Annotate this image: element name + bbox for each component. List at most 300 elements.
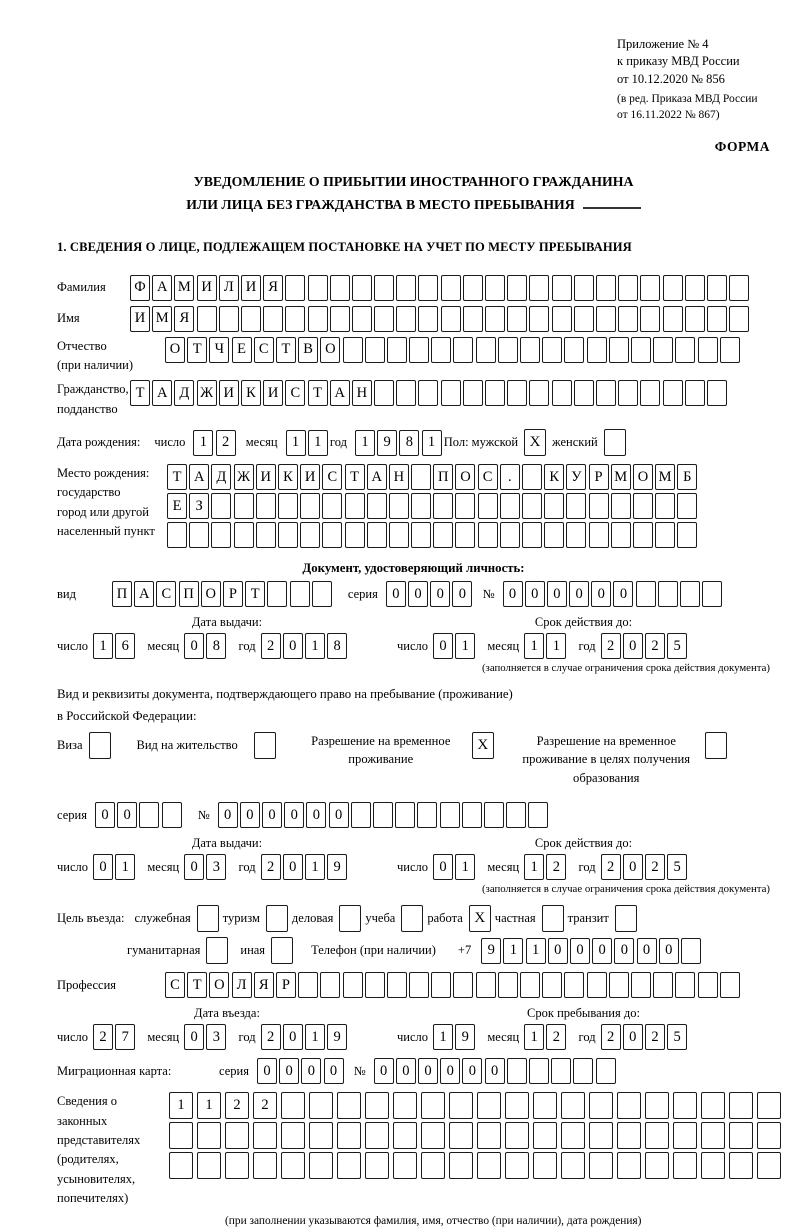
char-box[interactable]: О xyxy=(165,337,185,363)
char-box[interactable]: 0 xyxy=(283,633,303,659)
char-box[interactable] xyxy=(542,337,562,363)
char-box[interactable] xyxy=(396,306,416,332)
char-box[interactable] xyxy=(500,522,520,548)
char-box[interactable] xyxy=(587,337,607,363)
char-box[interactable] xyxy=(476,972,496,998)
char-box[interactable]: Р xyxy=(276,972,296,998)
char-box[interactable]: 0 xyxy=(218,802,238,828)
char-box[interactable] xyxy=(281,1092,305,1119)
char-box[interactable] xyxy=(253,1122,277,1149)
char-box[interactable] xyxy=(162,802,182,828)
char-box[interactable] xyxy=(197,306,217,332)
char-box[interactable]: Е xyxy=(167,493,187,519)
char-box[interactable]: 2 xyxy=(225,1092,249,1119)
char-box[interactable] xyxy=(453,337,473,363)
char-box[interactable] xyxy=(552,275,572,301)
char-box[interactable]: К xyxy=(278,464,298,490)
char-box[interactable]: 0 xyxy=(324,1058,344,1084)
char-box[interactable] xyxy=(589,1122,613,1149)
char-box[interactable]: А xyxy=(330,380,350,406)
char-box[interactable] xyxy=(757,1092,781,1119)
char-box[interactable]: И xyxy=(263,380,283,406)
char-box[interactable]: С xyxy=(254,337,274,363)
char-box[interactable]: С xyxy=(478,464,498,490)
char-box[interactable]: 0 xyxy=(184,1024,204,1050)
char-box[interactable] xyxy=(729,275,749,301)
char-box[interactable] xyxy=(449,1092,473,1119)
char-box[interactable] xyxy=(449,1152,473,1179)
char-box[interactable] xyxy=(393,1092,417,1119)
char-box[interactable] xyxy=(574,306,594,332)
char-box[interactable] xyxy=(552,306,572,332)
char-box[interactable]: 8 xyxy=(206,633,226,659)
char-box[interactable]: 3 xyxy=(206,1024,226,1050)
char-box[interactable] xyxy=(561,1122,585,1149)
char-box[interactable] xyxy=(757,1152,781,1179)
char-box[interactable] xyxy=(507,380,527,406)
char-box[interactable]: И xyxy=(130,306,150,332)
char-box[interactable] xyxy=(225,1122,249,1149)
char-box[interactable] xyxy=(701,1092,725,1119)
char-box[interactable] xyxy=(367,493,387,519)
char-box[interactable] xyxy=(757,1122,781,1149)
char-box[interactable] xyxy=(655,522,675,548)
char-box[interactable] xyxy=(631,972,651,998)
checkbox-purpose-tourism[interactable] xyxy=(266,905,288,932)
char-box[interactable] xyxy=(520,972,540,998)
char-box[interactable] xyxy=(365,1152,389,1179)
char-box[interactable] xyxy=(278,522,298,548)
char-box[interactable]: 0 xyxy=(637,938,657,964)
char-box[interactable] xyxy=(345,493,365,519)
char-box[interactable] xyxy=(520,337,540,363)
checkbox-purpose-study[interactable] xyxy=(401,905,423,932)
char-box[interactable] xyxy=(533,1152,557,1179)
char-box[interactable]: И xyxy=(256,464,276,490)
char-box[interactable] xyxy=(478,493,498,519)
char-box[interactable]: 0 xyxy=(440,1058,460,1084)
char-box[interactable] xyxy=(587,972,607,998)
char-box[interactable]: 1 xyxy=(305,854,325,880)
char-box[interactable]: О xyxy=(201,581,221,607)
char-box[interactable] xyxy=(618,275,638,301)
char-box[interactable]: М xyxy=(174,275,194,301)
char-box[interactable]: Т xyxy=(187,337,207,363)
char-box[interactable] xyxy=(574,380,594,406)
char-box[interactable]: 0 xyxy=(591,581,611,607)
char-box[interactable]: 0 xyxy=(408,581,428,607)
char-box[interactable]: 0 xyxy=(623,1024,643,1050)
char-box[interactable] xyxy=(529,275,549,301)
char-box[interactable] xyxy=(396,275,416,301)
char-box[interactable] xyxy=(197,1122,221,1149)
char-box[interactable] xyxy=(241,306,261,332)
char-box[interactable]: 0 xyxy=(623,854,643,880)
char-box[interactable] xyxy=(675,972,695,998)
char-box[interactable]: 0 xyxy=(95,802,115,828)
char-box[interactable]: И xyxy=(300,464,320,490)
char-box[interactable]: 8 xyxy=(399,430,419,456)
char-box[interactable]: 2 xyxy=(546,854,566,880)
char-box[interactable]: 0 xyxy=(257,1058,277,1084)
char-box[interactable] xyxy=(343,337,363,363)
char-box[interactable] xyxy=(308,306,328,332)
checkbox-temp-residence-education[interactable] xyxy=(705,732,727,759)
char-box[interactable] xyxy=(330,306,350,332)
char-box[interactable] xyxy=(564,337,584,363)
char-box[interactable]: М xyxy=(152,306,172,332)
char-box[interactable] xyxy=(234,493,254,519)
char-box[interactable] xyxy=(533,1122,557,1149)
char-box[interactable] xyxy=(729,306,749,332)
char-box[interactable]: 2 xyxy=(261,633,281,659)
char-box[interactable] xyxy=(645,1122,669,1149)
char-box[interactable] xyxy=(300,493,320,519)
char-box[interactable] xyxy=(365,972,385,998)
char-box[interactable] xyxy=(263,306,283,332)
char-box[interactable] xyxy=(564,972,584,998)
char-box[interactable] xyxy=(337,1152,361,1179)
char-box[interactable] xyxy=(462,802,482,828)
char-box[interactable]: 0 xyxy=(329,802,349,828)
char-box[interactable] xyxy=(393,1122,417,1149)
char-box[interactable] xyxy=(418,380,438,406)
char-box[interactable]: 0 xyxy=(279,1058,299,1084)
char-box[interactable] xyxy=(631,337,651,363)
char-box[interactable]: 1 xyxy=(546,633,566,659)
char-box[interactable] xyxy=(681,938,701,964)
char-box[interactable]: С xyxy=(165,972,185,998)
char-box[interactable] xyxy=(431,337,451,363)
char-box[interactable]: 5 xyxy=(667,633,687,659)
char-box[interactable]: 2 xyxy=(601,633,621,659)
char-box[interactable]: 1 xyxy=(503,938,523,964)
char-box[interactable] xyxy=(441,306,461,332)
char-box[interactable]: 2 xyxy=(645,633,665,659)
char-box[interactable] xyxy=(561,1092,585,1119)
char-box[interactable] xyxy=(477,1122,501,1149)
char-box[interactable]: Т xyxy=(187,972,207,998)
char-box[interactable]: 1 xyxy=(433,1024,453,1050)
char-box[interactable]: 0 xyxy=(452,581,472,607)
char-box[interactable] xyxy=(440,802,460,828)
char-box[interactable] xyxy=(309,1092,333,1119)
char-box[interactable] xyxy=(500,493,520,519)
char-box[interactable]: Р xyxy=(589,464,609,490)
char-box[interactable]: О xyxy=(320,337,340,363)
char-box[interactable] xyxy=(374,275,394,301)
char-box[interactable]: 0 xyxy=(184,633,204,659)
char-box[interactable]: С xyxy=(156,581,176,607)
char-box[interactable]: А xyxy=(134,581,154,607)
char-box[interactable]: Т xyxy=(276,337,296,363)
char-box[interactable] xyxy=(701,1152,725,1179)
char-box[interactable]: 0 xyxy=(396,1058,416,1084)
char-box[interactable]: 2 xyxy=(546,1024,566,1050)
char-box[interactable] xyxy=(702,581,722,607)
char-box[interactable] xyxy=(658,581,678,607)
char-box[interactable]: 0 xyxy=(592,938,612,964)
char-box[interactable] xyxy=(729,1092,753,1119)
char-box[interactable]: 1 xyxy=(524,1024,544,1050)
char-box[interactable]: 1 xyxy=(193,430,213,456)
checkbox-purpose-official[interactable] xyxy=(197,905,219,932)
char-box[interactable]: И xyxy=(219,380,239,406)
char-box[interactable]: 0 xyxy=(613,581,633,607)
char-box[interactable]: Д xyxy=(211,464,231,490)
char-box[interactable] xyxy=(655,493,675,519)
char-box[interactable] xyxy=(387,337,407,363)
char-box[interactable]: А xyxy=(152,275,172,301)
char-box[interactable]: 1 xyxy=(286,430,306,456)
char-box[interactable]: 1 xyxy=(455,854,475,880)
char-box[interactable] xyxy=(685,306,705,332)
char-box[interactable] xyxy=(409,972,429,998)
char-box[interactable] xyxy=(528,802,548,828)
char-box[interactable]: 1 xyxy=(115,854,135,880)
char-box[interactable] xyxy=(367,522,387,548)
char-box[interactable] xyxy=(611,493,631,519)
char-box[interactable] xyxy=(611,522,631,548)
checkbox-temp-residence[interactable]: X xyxy=(472,732,494,759)
char-box[interactable]: 0 xyxy=(386,581,406,607)
char-box[interactable] xyxy=(698,972,718,998)
char-box[interactable] xyxy=(589,1092,613,1119)
char-box[interactable]: Я xyxy=(174,306,194,332)
char-box[interactable] xyxy=(449,1122,473,1149)
char-box[interactable]: 6 xyxy=(115,633,135,659)
char-box[interactable] xyxy=(633,522,653,548)
char-box[interactable]: 0 xyxy=(301,1058,321,1084)
char-box[interactable] xyxy=(484,802,504,828)
char-box[interactable]: 1 xyxy=(524,854,544,880)
char-box[interactable]: 1 xyxy=(422,430,442,456)
char-box[interactable]: И xyxy=(197,275,217,301)
char-box[interactable] xyxy=(663,380,683,406)
char-box[interactable]: М xyxy=(611,464,631,490)
char-box[interactable]: 1 xyxy=(305,633,325,659)
char-box[interactable]: 5 xyxy=(667,854,687,880)
char-box[interactable]: 0 xyxy=(240,802,260,828)
char-box[interactable] xyxy=(411,464,431,490)
char-box[interactable]: 9 xyxy=(327,1024,347,1050)
char-box[interactable]: У xyxy=(566,464,586,490)
char-box[interactable]: 0 xyxy=(485,1058,505,1084)
char-box[interactable]: 2 xyxy=(645,854,665,880)
checkbox-purpose-transit[interactable] xyxy=(615,905,637,932)
char-box[interactable] xyxy=(544,493,564,519)
char-box[interactable] xyxy=(640,306,660,332)
char-box[interactable] xyxy=(596,306,616,332)
char-box[interactable]: К xyxy=(241,380,261,406)
char-box[interactable]: 1 xyxy=(197,1092,221,1119)
char-box[interactable] xyxy=(673,1092,697,1119)
char-box[interactable] xyxy=(589,493,609,519)
char-box[interactable] xyxy=(421,1122,445,1149)
char-box[interactable]: 0 xyxy=(374,1058,394,1084)
char-box[interactable] xyxy=(197,1152,221,1179)
char-box[interactable]: П xyxy=(433,464,453,490)
char-box[interactable] xyxy=(389,522,409,548)
char-box[interactable]: 8 xyxy=(327,633,347,659)
char-box[interactable]: С xyxy=(285,380,305,406)
char-box[interactable] xyxy=(707,306,727,332)
char-box[interactable] xyxy=(433,522,453,548)
char-box[interactable] xyxy=(477,1152,501,1179)
char-box[interactable] xyxy=(308,275,328,301)
char-box[interactable] xyxy=(225,1152,249,1179)
char-box[interactable]: 9 xyxy=(455,1024,475,1050)
char-box[interactable] xyxy=(463,275,483,301)
char-box[interactable] xyxy=(441,275,461,301)
char-box[interactable] xyxy=(278,493,298,519)
char-box[interactable] xyxy=(387,972,407,998)
char-box[interactable] xyxy=(290,581,310,607)
char-box[interactable] xyxy=(542,972,562,998)
char-box[interactable] xyxy=(698,337,718,363)
char-box[interactable] xyxy=(139,802,159,828)
checkbox-purpose-work[interactable]: X xyxy=(469,905,491,932)
checkbox-residence-permit[interactable] xyxy=(254,732,276,759)
char-box[interactable] xyxy=(522,493,542,519)
char-box[interactable]: 0 xyxy=(503,581,523,607)
char-box[interactable]: О xyxy=(209,972,229,998)
char-box[interactable] xyxy=(633,493,653,519)
char-box[interactable]: Т xyxy=(308,380,328,406)
char-box[interactable]: Т xyxy=(345,464,365,490)
char-box[interactable] xyxy=(312,581,332,607)
char-box[interactable] xyxy=(653,972,673,998)
char-box[interactable] xyxy=(298,972,318,998)
char-box[interactable] xyxy=(618,306,638,332)
char-box[interactable] xyxy=(529,380,549,406)
char-box[interactable] xyxy=(720,337,740,363)
char-box[interactable] xyxy=(663,306,683,332)
char-box[interactable] xyxy=(463,306,483,332)
char-box[interactable] xyxy=(374,306,394,332)
char-box[interactable]: Я xyxy=(263,275,283,301)
char-box[interactable] xyxy=(485,380,505,406)
char-box[interactable] xyxy=(544,522,564,548)
char-box[interactable]: Е xyxy=(232,337,252,363)
char-box[interactable]: Ч xyxy=(209,337,229,363)
char-box[interactable]: 7 xyxy=(115,1024,135,1050)
char-box[interactable] xyxy=(505,1152,529,1179)
char-box[interactable]: 0 xyxy=(525,581,545,607)
char-box[interactable]: Н xyxy=(352,380,372,406)
char-box[interactable] xyxy=(673,1152,697,1179)
char-box[interactable] xyxy=(373,802,393,828)
char-box[interactable] xyxy=(720,972,740,998)
char-box[interactable]: 5 xyxy=(667,1024,687,1050)
char-box[interactable] xyxy=(418,306,438,332)
char-box[interactable] xyxy=(618,380,638,406)
char-box[interactable] xyxy=(189,522,209,548)
char-box[interactable]: 3 xyxy=(206,854,226,880)
char-box[interactable] xyxy=(640,275,660,301)
char-box[interactable] xyxy=(707,380,727,406)
char-box[interactable] xyxy=(552,380,572,406)
char-box[interactable] xyxy=(522,522,542,548)
char-box[interactable]: 1 xyxy=(526,938,546,964)
char-box[interactable]: 0 xyxy=(184,854,204,880)
char-box[interactable] xyxy=(211,493,231,519)
char-box[interactable] xyxy=(529,1058,549,1084)
char-box[interactable] xyxy=(640,380,660,406)
char-box[interactable]: Д xyxy=(174,380,194,406)
char-box[interactable]: К xyxy=(544,464,564,490)
char-box[interactable] xyxy=(596,380,616,406)
char-box[interactable] xyxy=(701,1122,725,1149)
char-box[interactable] xyxy=(365,1092,389,1119)
char-box[interactable]: 0 xyxy=(547,581,567,607)
char-box[interactable] xyxy=(256,522,276,548)
char-box[interactable]: 0 xyxy=(284,802,304,828)
char-box[interactable] xyxy=(455,522,475,548)
char-box[interactable] xyxy=(320,972,340,998)
char-box[interactable]: 2 xyxy=(93,1024,113,1050)
char-box[interactable] xyxy=(285,275,305,301)
char-box[interactable] xyxy=(322,493,342,519)
char-box[interactable] xyxy=(374,380,394,406)
checkbox-purpose-business[interactable] xyxy=(339,905,361,932)
char-box[interactable] xyxy=(309,1122,333,1149)
char-box[interactable]: А xyxy=(189,464,209,490)
char-box[interactable] xyxy=(498,972,518,998)
char-box[interactable] xyxy=(281,1122,305,1149)
char-box[interactable] xyxy=(589,522,609,548)
char-box[interactable]: 0 xyxy=(548,938,568,964)
char-box[interactable] xyxy=(433,493,453,519)
char-box[interactable]: 2 xyxy=(601,1024,621,1050)
char-box[interactable]: 1 xyxy=(308,430,328,456)
char-box[interactable] xyxy=(505,1092,529,1119)
char-box[interactable] xyxy=(561,1152,585,1179)
char-box[interactable]: С xyxy=(322,464,342,490)
char-box[interactable] xyxy=(485,306,505,332)
char-box[interactable] xyxy=(309,1152,333,1179)
char-box[interactable] xyxy=(234,522,254,548)
char-box[interactable] xyxy=(507,306,527,332)
char-box[interactable]: 1 xyxy=(355,430,375,456)
char-box[interactable] xyxy=(498,337,518,363)
char-box[interactable] xyxy=(389,493,409,519)
char-box[interactable] xyxy=(455,493,475,519)
char-box[interactable] xyxy=(685,380,705,406)
char-box[interactable] xyxy=(551,1058,571,1084)
char-box[interactable]: Т xyxy=(245,581,265,607)
char-box[interactable] xyxy=(167,522,187,548)
char-box[interactable]: 2 xyxy=(601,854,621,880)
char-box[interactable] xyxy=(596,1058,616,1084)
char-box[interactable]: 0 xyxy=(93,854,113,880)
checkbox-visa[interactable] xyxy=(89,732,111,759)
char-box[interactable] xyxy=(505,1122,529,1149)
char-box[interactable]: 0 xyxy=(462,1058,482,1084)
char-box[interactable] xyxy=(281,1152,305,1179)
char-box[interactable] xyxy=(566,522,586,548)
char-box[interactable]: О xyxy=(455,464,475,490)
char-box[interactable] xyxy=(485,275,505,301)
char-box[interactable] xyxy=(300,522,320,548)
char-box[interactable]: 1 xyxy=(305,1024,325,1050)
char-box[interactable] xyxy=(506,802,526,828)
char-box[interactable]: Ж xyxy=(234,464,254,490)
char-box[interactable]: З xyxy=(189,493,209,519)
char-box[interactable] xyxy=(507,275,527,301)
char-box[interactable]: 0 xyxy=(433,854,453,880)
char-box[interactable] xyxy=(409,337,429,363)
